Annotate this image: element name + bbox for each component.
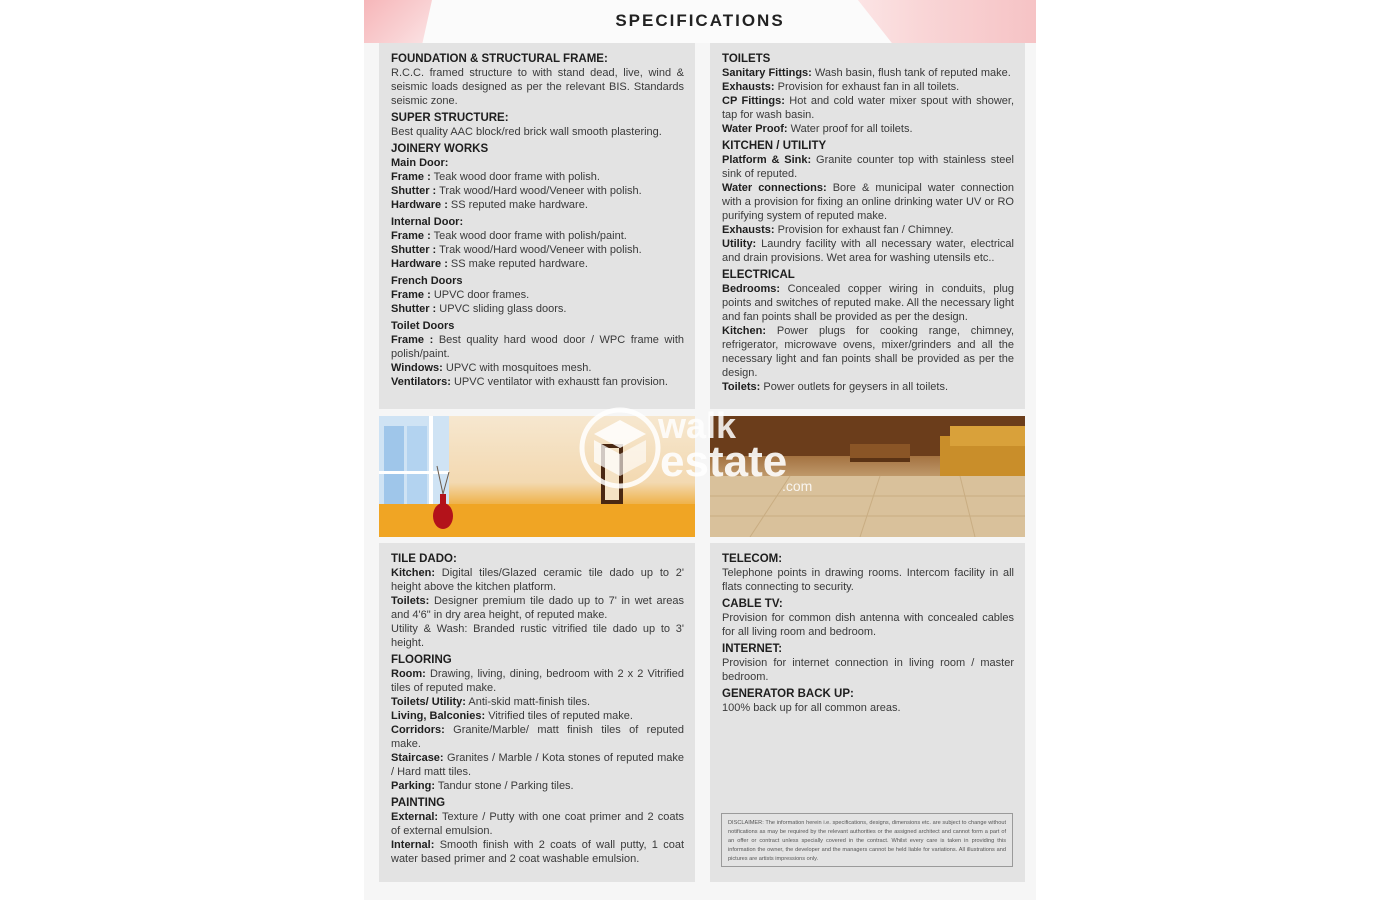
spec-key: Platform & Sink: [722,154,812,166]
spec-value: Wash basin, flush tank of reputed make. [814,67,1011,79]
spec-value: Power outlets for geysers in all toilets. [763,381,948,393]
spec-key: Frame : [391,230,431,242]
brochure-page [364,0,1036,900]
subheading: Toilet Doors [391,320,455,332]
spec-key: Windows: [391,362,443,374]
spec-value: Concealed copper wiring in conduits, plug points and switches of reputed make. All the necessary light and fan points shall be provided as per the design. [722,283,1015,323]
spec-value: Bore & municipal water connection with a provision for fixing an online drinking water UV or RO purifying system of reputed make. [722,182,1014,222]
spec-key: Living, Balconies: [391,710,486,722]
section-text: Best quality AAC block/red brick wall smooth plastering. [391,126,662,138]
spec-line [391,184,684,198]
spec-value: Texture / Putty with one coat primer and 2 coats of external emulsion. [391,811,684,837]
spec-line [391,622,684,650]
spec-line [722,94,1014,122]
spec-line [391,375,684,389]
section-text: Telephone points in drawing rooms. Intercom facility in all flats connecting to security. [722,567,1014,593]
room-interior-illustration [379,416,695,537]
spec-value: Anti-skid matt-finish tiles. [468,696,591,708]
spec-value: Power plugs for cooking range, chimney, refrigerator, microwave ovens, mixer/grinders and all the necessary light and fan points shall be provided as per the design. [722,325,1014,379]
spec-key: External: [391,811,439,823]
disclaimer-box: DISCLAIMER: The information herein i.e. specifications, designs, dimensions etc. are subject to change without notifications as may be required by the relevant authorities or the assigned architect and cannot form a part of an offer or contract unless specially covered in the contract. Whilst every care is taken in providing this information the owner, the developer and the managers cannot be held liable for variations. All illustrations and pictures are artists impressions only. [721,813,1013,867]
spec-key: Toilets: [391,595,430,607]
spec-value: UPVC sliding glass doors. [439,303,567,315]
section-heading: INTERNET: [722,643,783,655]
spec-line [722,80,1014,94]
spec-value: Drawing, living, dining, bedroom with 2 x 2 Vitrified tiles of reputed make. [391,668,684,694]
spec-line [722,380,1014,394]
spec-line [391,838,684,866]
spec-value: Granite counter top with stainless steel sink of reputed. [722,154,1014,180]
spec-key: Exhausts: [722,224,775,236]
spec-value: Granite/Marble/ matt finish tiles of reputed make. [391,724,684,750]
spec-value: UPVC with mosquitoes mesh. [445,362,592,374]
room-photo-right [710,416,1025,537]
spec-line [391,170,684,184]
spec-key: Shutter : [391,303,437,315]
spec-line [391,361,684,375]
section-text: R.C.C. framed structure to with stand dead, live, wind & seismic loads designed as per the relevant BIS. Standards seismic zone. [391,67,684,107]
spec-line [391,810,684,838]
spec-line [391,333,684,361]
telecom-cable-internet-panel [710,543,1025,882]
spec-value: UPVC ventilator with exhaustt fan provision. [453,376,668,388]
spec-line [391,243,684,257]
spec-line [391,723,684,751]
spec-value: Laundry facility with all necessary water, electrical and drain provisions. Wet area for washing utensils etc.. [722,238,1014,264]
section-heading: KITCHEN / UTILITY [722,140,827,152]
spec-value: Smooth finish with 2 coats of wall putty, 1 coat water based primer and 2 coat washable emulsion. [391,839,684,865]
section-text: Provision for common dish antenna with concealed cables for all living room and bedroom. [722,612,1014,638]
spec-value: Digital tiles/Glazed ceramic tile dado up to 2' height above the kitchen platform. [391,567,684,593]
spec-key: Water Proof: [722,123,788,135]
spec-key: Frame : [391,334,434,346]
section-heading: PAINTING [391,797,446,809]
tile-flooring-painting-panel [379,543,695,882]
section-heading: TILE DADO: [391,553,457,565]
spec-value: Designer premium tile dado up to 7' in wet areas and 4'6" in dry area height, of reputed make. [391,595,684,621]
subheading: French Doors [391,275,463,287]
spec-key: Toilets: [722,381,761,393]
spec-key: Parking: [391,780,436,792]
watermark-line1: walk [658,405,737,446]
subheading: Internal Door: [391,216,464,228]
spec-line [391,594,684,622]
spec-key: Corridors: [391,724,445,736]
section-heading: GENERATOR BACK UP: [722,688,854,700]
spec-value: Provision for exhaust fan / Chimney. [777,224,954,236]
spec-value: Tandur stone / Parking tiles. [437,780,574,792]
section-heading: TOILETS [722,53,771,65]
structure-joinery-panel [379,43,695,409]
spec-key: Bedrooms: [722,283,781,295]
spec-key: Frame : [391,171,431,183]
spec-key: Hardware : [391,199,448,211]
spec-key: Kitchen: [391,567,435,579]
living-room-illustration [710,416,1025,537]
section-text: 100% back up for all common areas. [722,702,901,714]
room-photo-left [379,416,695,537]
spec-value: Hot and cold water mixer spout with shower, tap for wash basin. [722,95,1014,121]
section-heading: JOINERY WORKS [391,143,489,155]
spec-line [391,751,684,779]
spec-line [391,302,684,316]
spec-line [722,66,1014,80]
spec-value: SS reputed make hardware. [450,199,588,211]
spec-line [391,566,684,594]
page-header [364,0,1036,43]
section-heading: SUPER STRUCTURE: [391,112,509,124]
spec-value: Teak wood door frame with polish. [433,171,600,183]
section-heading: FLOORING [391,654,452,666]
spec-line [391,709,684,723]
spec-value: Vitrified tiles of reputed make. [488,710,633,722]
spec-value: Trak wood/Hard wood/Veneer with polish. [439,244,642,256]
spec-line [391,288,684,302]
spec-value: Trak wood/Hard wood/Veneer with polish. [439,185,642,197]
spec-key: Room: [391,668,426,680]
spec-line [722,122,1014,136]
spec-value: Water proof for all toilets. [790,123,913,135]
spec-key: Hardware : [391,258,448,270]
spec-line [722,181,1014,223]
spec-value: SS make reputed hardware. [450,258,588,270]
section-heading: FOUNDATION & STRUCTURAL FRAME: [391,53,608,65]
spec-line [391,198,684,212]
spec-key: CP Fittings: [722,95,785,107]
spec-value: Provision for exhaust fan in all toilets. [777,81,960,93]
page-title: SPECIFICATIONS [615,11,785,30]
watermark-line2: estate [660,437,788,486]
section-text: Provision for internet connection in living room / master bedroom. [722,657,1014,683]
watermark-line3: .com [782,478,813,494]
section-heading: TELECOM: [722,553,783,565]
spec-line [391,779,684,793]
spec-key: Exhausts: [722,81,775,93]
spec-key: Ventilators: [391,376,451,388]
spec-key: Internal: [391,839,435,851]
spec-key: Sanitary Fittings: [722,67,812,79]
spec-key: Utility: [722,238,757,250]
spec-key: Toilets/ Utility: [391,696,466,708]
spec-value: Best quality hard wood door / WPC frame with polish/paint. [391,334,684,360]
section-heading: ELECTRICAL [722,269,795,281]
spec-key: Frame : [391,289,431,301]
spec-line [722,153,1014,181]
spec-line [391,667,684,695]
subheading: Main Door: [391,157,449,169]
spec-value: UPVC door frames. [433,289,530,301]
spec-line [722,223,1014,237]
spec-value: Granites / Marble / Kota stones of reputed make / Hard matt tiles. [391,752,684,778]
spec-key: Shutter : [391,244,437,256]
spec-key: Kitchen: [722,325,766,337]
spec-value: Teak wood door frame with polish/paint. [433,230,627,242]
section-heading: CABLE TV: [722,598,783,610]
toilets-kitchen-electrical-panel [710,43,1025,409]
spec-line [391,695,684,709]
spec-key: Staircase: [391,752,444,764]
spec-line [722,237,1014,265]
spec-line [722,324,1014,380]
spec-value: Utility & Wash: Branded rustic vitrified tile dado up to 3' height. [391,623,684,649]
spec-key: Shutter : [391,185,437,197]
spec-line [722,282,1014,324]
spec-line [391,229,684,243]
spec-key: Water connections: [722,182,827,194]
spec-line [391,257,684,271]
